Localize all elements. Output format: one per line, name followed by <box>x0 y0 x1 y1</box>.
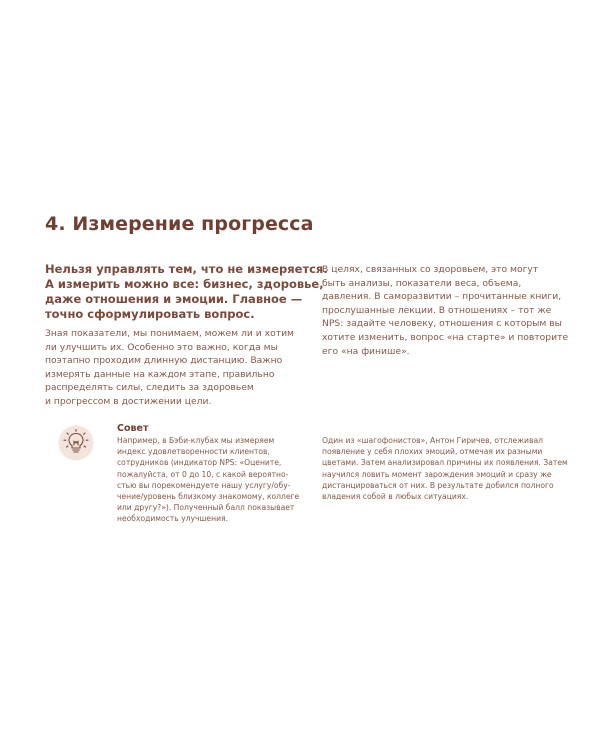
lead-line: Нельзя управлять тем, что не измеряется. <box>45 262 328 276</box>
tip-line: пожалуйста, от 0 до 10, с какой вероятно- <box>117 469 289 479</box>
lightbulb-icon <box>58 425 94 461</box>
left-paragraph <box>45 327 295 409</box>
tip-paragraph <box>117 435 317 525</box>
note-line: научился ловить момент зарождения эмоций и сразу же <box>322 469 552 479</box>
note-line: цветами. Затем анализировал причины их появления. Затем <box>322 458 568 468</box>
left-line: измерять данные на каждом этапе, правильно <box>45 368 275 380</box>
right-line: его «на финише». <box>322 345 410 357</box>
left-line: ли улучшить их. Особенно это важно, когда мы <box>45 341 278 353</box>
right-line: прослушанные лекции. В отношениях – тот же <box>322 304 552 316</box>
lead-paragraph <box>45 262 328 322</box>
tip-line: стью вы порекомендуете нашу услугу/обу- <box>117 480 291 490</box>
right-paragraph <box>322 263 569 358</box>
right-line: NPS: задайте человеку, отношения с которым вы <box>322 318 562 330</box>
right-line: В целях, связанных со здоровьем, это могут <box>322 264 539 275</box>
tip-line: сотрудников (индикатор NPS: «Оцените, <box>117 458 282 468</box>
lead-line: А измерить можно все: бизнес, здоровье, <box>45 277 324 291</box>
note-line: дистанцироваться от них. В результате добился полного <box>322 480 554 490</box>
tip-line: индекс удовлетворенности клиентов, <box>117 447 270 457</box>
note-line: появление у себя плохих эмоций, отмечая их разными <box>322 447 543 457</box>
note-line: Один из «шагофонистов», Антон Гиричев, отслеживал <box>322 436 543 445</box>
tip-title: Совет <box>117 423 149 434</box>
left-line: поэтапно проходим длинную дистанцию. Важно <box>45 355 283 367</box>
section-title: 4. Измерение прогресса <box>45 213 314 235</box>
tip-line: Например, в Бэби-клубах мы измеряем <box>117 436 275 445</box>
left-line: распределять силы, следить за здоровьем <box>45 382 254 394</box>
tip-line: или другу?»). Полученный балл показывает <box>117 503 295 513</box>
right-line: давления. В саморазвитии – прочитанные книги, <box>322 291 562 303</box>
tip-line: необходимость улучшения. <box>117 514 228 524</box>
lead-line: точно сформулировать вопрос. <box>45 307 255 321</box>
lead-line: даже отношения и эмоции. Главное — <box>45 292 303 306</box>
tip-line: чение/уровень близкому знакомому, коллеге <box>117 492 300 502</box>
right-line: быть анализы, показатели веса, объема, <box>322 277 522 289</box>
left-line: и прогрессом в достижении цели. <box>45 395 212 407</box>
note-line: владения собой в любых ситуациях. <box>322 492 469 502</box>
right-line: хотите изменить, вопрос «на старте» и повторите <box>322 331 569 343</box>
note-paragraph <box>322 435 568 502</box>
left-line: Зная показатели, мы понимаем, можем ли и хотим <box>45 328 294 339</box>
